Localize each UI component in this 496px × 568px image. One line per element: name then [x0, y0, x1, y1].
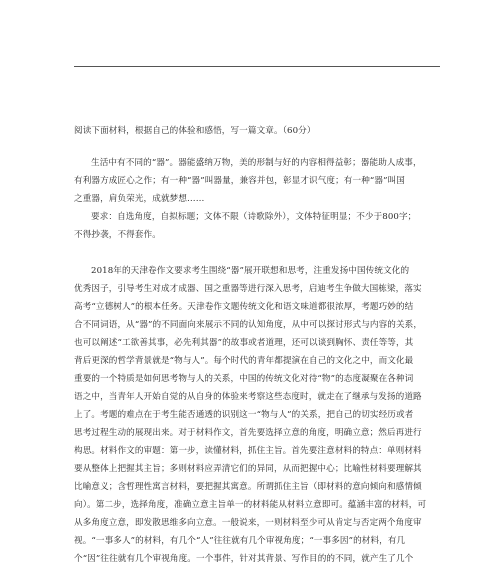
essay-line: 优秀因子，引导考生对成才成器、国之重器等进行深入思考，启迪考生争做大国栋梁，落实 [74, 284, 422, 294]
essay-line: 重要的一个特质是如何思考物与人的关系，中国的传统文化对待“物”的态度凝聚在各种词 [74, 374, 414, 384]
essay-line: 也可以阐述“工欲善其事，必先利其器”的故事或者道理，还可以谈到胸怀、责任等等，其 [74, 338, 414, 348]
essay-line: 构思。材料作文的审题：第一步，读懂材料，抓住主旨。首先要注意材料的特点：单则材料 [74, 446, 422, 456]
essay-line: 从多角度立意，即发散思维多向立意。一般说来，一则材料至少可从肯定与否定两个角度审 [74, 518, 422, 528]
instruction-line: 阅读下面材料，根据自己的体验和感悟，写一篇文章。（60分） [74, 126, 316, 136]
essay-line: 2018年的天津卷作文要求考生围绕“器”展开联想和思考，注重发扬中国传统文化的 [91, 266, 410, 276]
essay-line: 背后更深的哲学背景就是“物与人”。每个时代的青年都提演在自己的文化之中，而文化最 [74, 356, 414, 366]
essay-line: 个“因”往往就有几个审视角度。一个事件，针对其背景、写作目的的不同，就产生了几个 [74, 554, 414, 564]
essay-line: 高考“立德树人”的根本任务。天津卷作文题传统文化和语文味道都很浓厚，考题巧妙的结 [74, 302, 414, 312]
header-rule [74, 66, 440, 67]
essay-paragraph [74, 262, 440, 568]
essay-line: 语之中，当青年人开始自觉的从自身的体验来考察这些态度时，就走在了继承与发扬的道路 [74, 392, 422, 402]
requirement-line: 要求：自选角度，自拟标题；文体不限（诗歌除外），文体特征明显；不少于800字； [91, 212, 417, 222]
essay-line: 思考过程生动的展现出来。对于材料作文，首先要选择立意的角度，明确立意；然后再进行 [74, 428, 422, 438]
essay-line: 视。“一事多人”的材料，有几个“人”往往就有几个审视角度；“一事多因”的材料，有几 [74, 536, 406, 546]
essay-line: 合不同词语，从“器”的不同面向来展示不同的认知角度，从中可以探讨形式与内容的关系， [74, 320, 423, 330]
essay-line: 比喻意义；含哲理性寓言材料，要把握其寓意。所谓抓住主旨（即材料的意向倾向和感情倾 [74, 482, 422, 492]
material-line: 生活中有不同的“器”。器能盛纳万物，美的形制与好的内容相得益彰；器能助人成事， [91, 158, 422, 168]
requirement-paragraph [74, 208, 440, 244]
material-line: 之重器，肩负荣光，成就梦想…… [74, 194, 205, 204]
requirement-line: 不得抄袭，不得套作。 [74, 230, 161, 240]
task-instruction [74, 122, 440, 140]
essay-line: 要从整体上把握其主旨；多则材料应弄清它们的异同，从而把握中心；比喻性材料要理解其 [74, 464, 422, 474]
essay-line: 向）。第二步，选择角度，准确立意主旨单一的材料能从材料立意即可。蕴涵丰富的材料，可 [74, 500, 427, 510]
essay-line: 上了。考题的难点在于考生能否通透的识别这一“物与人”的关系，把自己的切实经历或者 [74, 410, 414, 420]
material-line: 有利器方成匠心之作；有一种“器”叫器量，兼容并包，彰显才识气度；有一种“器”叫国 [74, 176, 405, 186]
material-paragraph [74, 154, 440, 208]
